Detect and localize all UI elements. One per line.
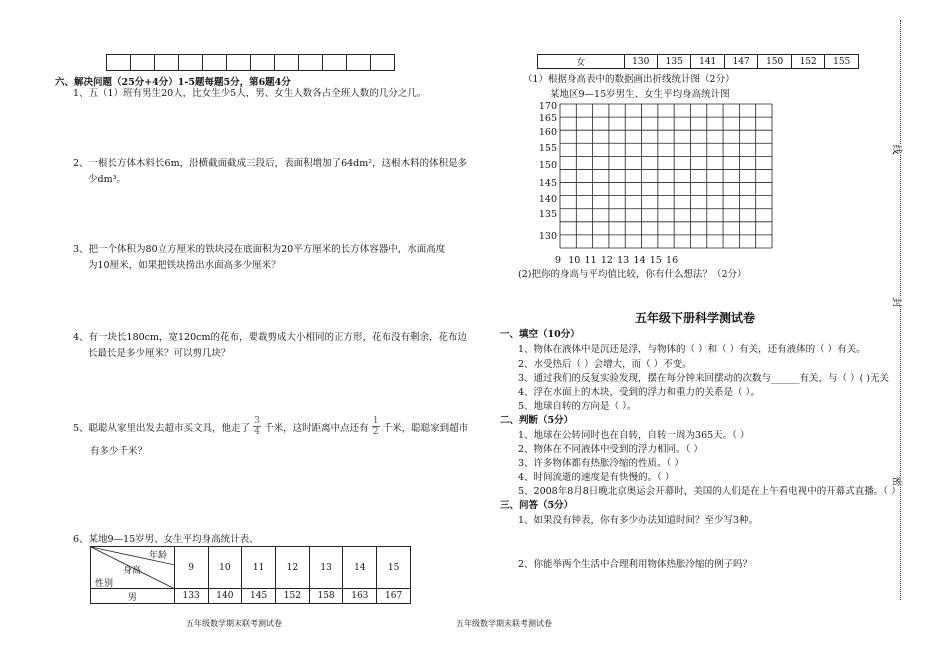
line-chart-grid[interactable] <box>526 96 776 271</box>
age-cell: 13 <box>309 547 343 589</box>
x-tick-label: 11 <box>584 255 597 266</box>
y-tick-label: 130 <box>538 231 557 242</box>
age-cell: 10 <box>208 547 242 589</box>
x-tick-label: 9 <box>554 255 562 266</box>
question-5-text-c: 千米，聪聪家到超市 <box>382 422 469 434</box>
male-value: 145 <box>242 589 276 604</box>
female-label: 女 <box>538 55 625 69</box>
y-tick-label: 160 <box>538 127 557 138</box>
qa-heading: 三、问答（5分） <box>500 500 574 511</box>
question-4-line1: 4、有一块长180cm，宽120cm的花布，要裁剪成大小相同的正方形，花布没有剩余，花布边 <box>73 332 467 343</box>
answer-blank-row <box>107 54 395 71</box>
blank-cell[interactable] <box>274 54 299 71</box>
x-tick-label: 10 <box>568 255 581 266</box>
female-value: 155 <box>825 55 859 69</box>
chart-title: 某地区9—15岁男生、女生平均身高统计图 <box>550 89 730 100</box>
footer-left: 五年级数学期末联考测试卷 <box>186 619 282 628</box>
binding-dotted-line <box>900 20 901 600</box>
blank-cell[interactable] <box>106 54 131 71</box>
y-tick-label: 140 <box>538 194 557 205</box>
question-2-line2: 少dm³。 <box>88 174 126 185</box>
judge-question-4: 4、时间流逝的速度是有快慢的。（ ） <box>518 472 675 483</box>
x-tick-label: 14 <box>633 255 646 266</box>
header-height: 身高 <box>123 566 142 576</box>
science-test-title: 五年级下册科学测试卷 <box>635 311 756 325</box>
female-value: 130 <box>624 55 657 69</box>
question-5-text-b: 千米，这时距离中点还有 <box>264 422 369 434</box>
female-value: 150 <box>758 55 791 69</box>
female-value: 147 <box>724 55 757 69</box>
binding-char-secret: 密 <box>891 477 906 487</box>
judge-question-2: 2、物体在不同液体中受到的浮力相同。（ ） <box>518 444 703 455</box>
fraction-denominator: 4 <box>254 426 261 437</box>
question-2-line1: 2、一根长方体木料长6m，沿横截面截成三段后，表面积增加了64dm²，这根木料的体积是多 <box>73 158 468 169</box>
question-3-line2: 为10厘米，如果把铁块捞出水面高多少厘米？ <box>88 260 281 271</box>
male-value: 158 <box>309 589 343 604</box>
fraction-three-quarters <box>253 416 261 437</box>
blank-cell[interactable] <box>346 54 371 71</box>
blank-cell[interactable] <box>202 54 227 71</box>
fill-question-4: 4、浮在水面上的木块，受到的浮力和重力的关系是（ ）。 <box>518 387 760 398</box>
question-5-line1 <box>73 416 468 437</box>
qa-question-1: 1、如果没有钟表，你有多少办法知道时间？至少写3种。 <box>518 515 759 526</box>
age-cell: 15 <box>377 547 411 589</box>
fill-question-5: 5、地球自转的方向是（ ）。 <box>518 401 637 412</box>
fill-question-1: 1、物体在液体中是沉还是浮，与物体的（ ）和（ ）有关，还有液体的（ ）有关。 <box>518 344 866 355</box>
y-tick-label: 135 <box>538 209 557 220</box>
y-tick-label: 170 <box>538 101 557 112</box>
blank-cell[interactable] <box>226 54 251 71</box>
blank-cell[interactable] <box>298 54 323 71</box>
fill-question-3: 3、通过我们的反复实验发现，摆在每分钟来回摆动的次数与______有关，与（ ）( )无关 <box>518 373 889 384</box>
female-value: 141 <box>691 55 724 69</box>
question-3-line1: 3、把一个体积为80立方厘米的铁块浸在底面积为20平方厘米的长方体容器中，水面高度 <box>73 244 446 255</box>
header-gender: 性别 <box>95 579 114 589</box>
age-cell: 9 <box>174 547 208 589</box>
question-5-text-a: 5、聪聪从家里出发去超市买文具，他走了 <box>73 422 251 434</box>
fill-heading: 一、填空（10分） <box>500 329 580 340</box>
age-cell: 11 <box>242 547 276 589</box>
question-5-line2: 有多少千米？ <box>90 446 148 457</box>
question-6: 6、某地9—15岁男、女生平均身高统计表、 <box>73 534 259 545</box>
blank-cell[interactable] <box>370 54 395 71</box>
male-value: 152 <box>275 589 309 604</box>
x-tick-label: 16 <box>666 255 679 266</box>
male-value: 133 <box>174 589 208 604</box>
x-tick-label: 13 <box>617 255 630 266</box>
age-cell: 12 <box>275 547 309 589</box>
judge-heading: 二、判断（5分） <box>500 415 574 426</box>
chart-part2-question: (2)把你的身高与平均值比较，你有什么想法？（2分） <box>518 269 747 280</box>
x-tick-label: 15 <box>649 255 662 266</box>
height-table-male <box>90 546 411 604</box>
y-tick-label: 150 <box>538 160 557 171</box>
male-value: 163 <box>343 589 377 604</box>
footer-right: 五年级数学期末联考测试卷 <box>456 619 552 628</box>
blank-cell[interactable] <box>178 54 203 71</box>
blank-cell[interactable] <box>322 54 347 71</box>
header-age: 年龄 <box>149 551 168 561</box>
blank-cell[interactable] <box>250 54 275 71</box>
male-label: 男 <box>91 589 175 604</box>
question-1: 1、五（1）班有男生20人，比女生少5人，男、女生人数各占全班人数的几分之几。 <box>73 88 427 99</box>
female-value: 152 <box>791 55 824 69</box>
fraction-one-half <box>372 416 380 437</box>
male-value: 140 <box>208 589 242 604</box>
fraction-numerator: 3 <box>254 415 261 426</box>
female-value: 135 <box>657 55 690 69</box>
height-table-female <box>537 54 859 69</box>
judge-question-1: 1、地球在公转同时也在自转，自转一周为365天。（ ） <box>518 430 750 441</box>
chart-part1-instruction: （1）根据身高表中的数据画出折线统计图（2分） <box>523 74 735 85</box>
male-value: 167 <box>377 589 411 604</box>
fraction-denominator: 2 <box>372 426 379 437</box>
judge-question-5: 5、2008年8月8日晚北京奥运会开幕时，美国的人们是在上午看电视中的开幕式直播。（ ） <box>518 486 901 497</box>
question-4-line2: 长最长是多少厘米？可以剪几块？ <box>88 348 231 359</box>
judge-question-3: 3、许多物体都有热胀冷缩的性质。（ ） <box>518 458 684 469</box>
table-diagonal-header <box>91 547 175 589</box>
fill-question-2: 2、水受热后（ ）会增大，而（ ）不变。 <box>518 359 692 370</box>
binding-char-line: 线 <box>891 145 906 155</box>
blank-cell[interactable] <box>154 54 179 71</box>
age-cell: 14 <box>343 547 377 589</box>
section6-heading: 六、解决问题（25分+4分）1-5题每题5分，第6题4分 <box>55 77 291 88</box>
x-tick-label: 12 <box>600 255 613 266</box>
fraction-numerator: 1 <box>372 415 379 426</box>
y-tick-label: 165 <box>538 113 557 124</box>
y-tick-label: 155 <box>538 143 557 154</box>
binding-char-seal: 封 <box>891 298 906 308</box>
y-tick-label: 145 <box>538 178 557 189</box>
blank-cell[interactable] <box>130 54 155 71</box>
qa-question-2: 2、你能举两个生活中合理利用物体热胀冷缩的例子吗？ <box>518 559 753 570</box>
